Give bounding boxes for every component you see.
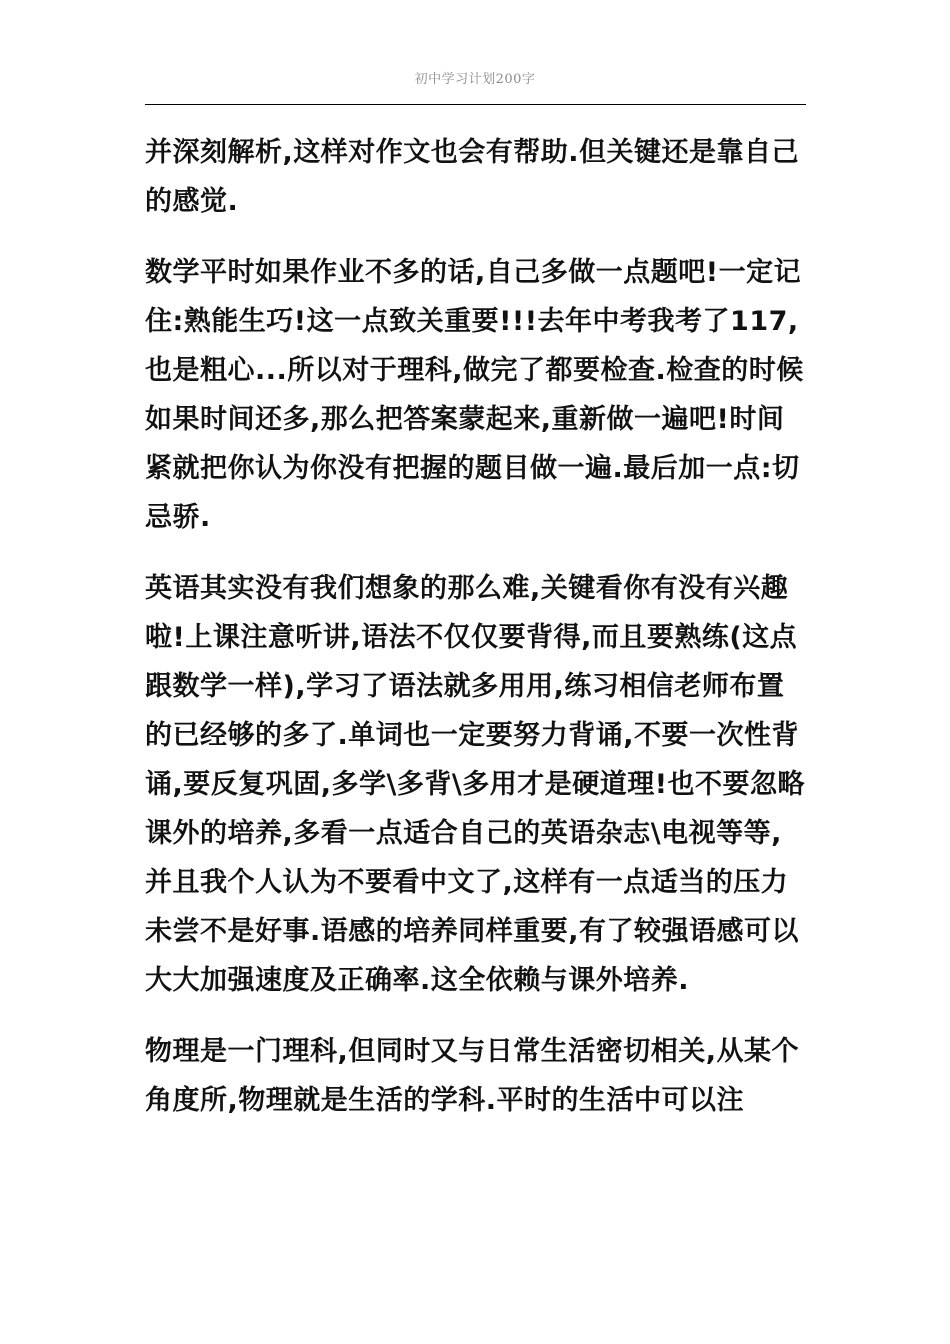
paragraph-physics: 物理是一门理科,但同时又与日常生活密切相关,从某个角度所,物理就是生活的学科.平时的生活中可以注	[145, 1036, 800, 1116]
paragraph-math: 数学平时如果作业不多的话,自己多做一点题吧!一定记住:熟能生巧!这一点致关重要!!!去年中考我考了117,也是粗心...所以对于理科,做完了都要检查.检查的时候如果时间还多,那么把答案蒙起来,重新做一遍吧!时间紧就把你认为你没有把握的题目做一遍.最后加一点:切忌骄.	[145, 257, 804, 533]
paragraph-english: 英语其实没有我们想象的那么难,关键看你有没有兴趣啦!上课注意听讲,语法不仅仅要背得,而且要熟练(这点跟数学一样),学习了语法就多用用,练习相信老师布置的已经够的多了.单词也一定要努力背诵,不要一次性背诵,要反复巩固,多学\多背\多用才是硬道理!也不要忽略课外的培养,多看一点适合自己的英语杂志\电视等等,并且我个人认为不要看中文了,这样有一点适当的压力未尝不是好事.语感的培养同样重要,有了较强语感可以大大加强速度及正确率.这全依赖与课外培养.	[145, 573, 806, 996]
header-divider	[145, 104, 806, 105]
document-body	[145, 128, 806, 1147]
page-header-title: 初中学习计划200字	[414, 72, 536, 87]
paragraph-composition: 并深刻解析,这样对作文也会有帮助.但关键还是靠自己的感觉.	[145, 137, 800, 217]
